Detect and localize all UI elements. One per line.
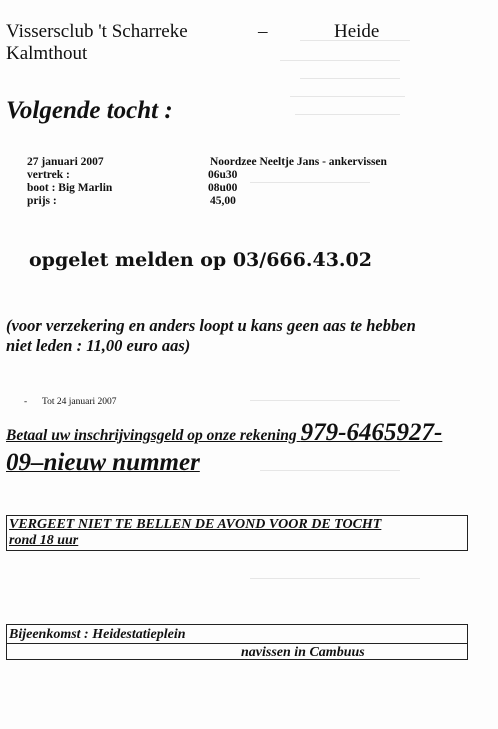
- club-name: Vissersclub 't Scharreke: [6, 21, 188, 42]
- deadline-text: Tot 24 januari 2007: [42, 397, 117, 407]
- meeting-line1: Bijeenkomst : Heidestatieplein: [7, 626, 467, 644]
- scan-artifact: [260, 470, 400, 471]
- insurance-note-line2: niet leden : 11,00 euro aas): [6, 336, 191, 355]
- reminder-line1: VERGEET NIET TE BELLEN DE AVOND VOOR DE TOCHT: [9, 517, 382, 532]
- deadline-bullet: -: [24, 397, 28, 407]
- warning-phone: opgelet melden op 03/666.43.02: [29, 249, 372, 271]
- scan-artifact: [250, 400, 400, 401]
- header-town: Kalmthout: [6, 43, 88, 64]
- payment-line1: [6, 418, 442, 451]
- trip-date-value: Noordzee Neeltje Jans - ankervissen: [210, 156, 387, 168]
- trip-boat-label: boot : Big Marlin: [27, 182, 113, 194]
- payment-text: Betaal uw inschrijvingsgeld op onze rekening: [6, 427, 297, 444]
- reminder-box: [6, 515, 468, 551]
- scan-artifact: [250, 578, 420, 579]
- reminder-line2: rond 18 uur: [9, 533, 79, 548]
- meeting-box: [6, 624, 468, 660]
- account-number-part2: 09: [6, 449, 31, 476]
- payment-line2: [6, 448, 200, 481]
- page-title: Volgende tocht :: [6, 97, 173, 124]
- trip-price-value: 45,00: [210, 195, 236, 207]
- scan-artifact: [290, 96, 405, 97]
- trip-departure-label: vertrek :: [27, 169, 70, 181]
- scan-artifact: [250, 182, 370, 183]
- scan-artifact: [300, 78, 400, 79]
- account-number-part1: 979-6465927-: [300, 419, 443, 446]
- new-number-label: nieuw nummer: [43, 449, 200, 476]
- scan-artifact: [295, 114, 400, 115]
- header-place: Heide: [334, 21, 380, 42]
- scan-artifact: [280, 60, 400, 61]
- trip-departure-value: 06u30: [208, 169, 238, 181]
- trip-price-label: prijs :: [27, 195, 57, 207]
- insurance-note-line1: (voor verzekering en anders loopt u kans geen aas te hebben: [6, 316, 416, 335]
- trip-date-label: 27 januari 2007: [27, 156, 104, 168]
- meeting-line2: navissen in Cambuus: [241, 645, 365, 660]
- trip-boat-value: 08u00: [208, 182, 238, 194]
- payment-separator: –: [31, 449, 44, 476]
- header-dash: –: [258, 21, 268, 42]
